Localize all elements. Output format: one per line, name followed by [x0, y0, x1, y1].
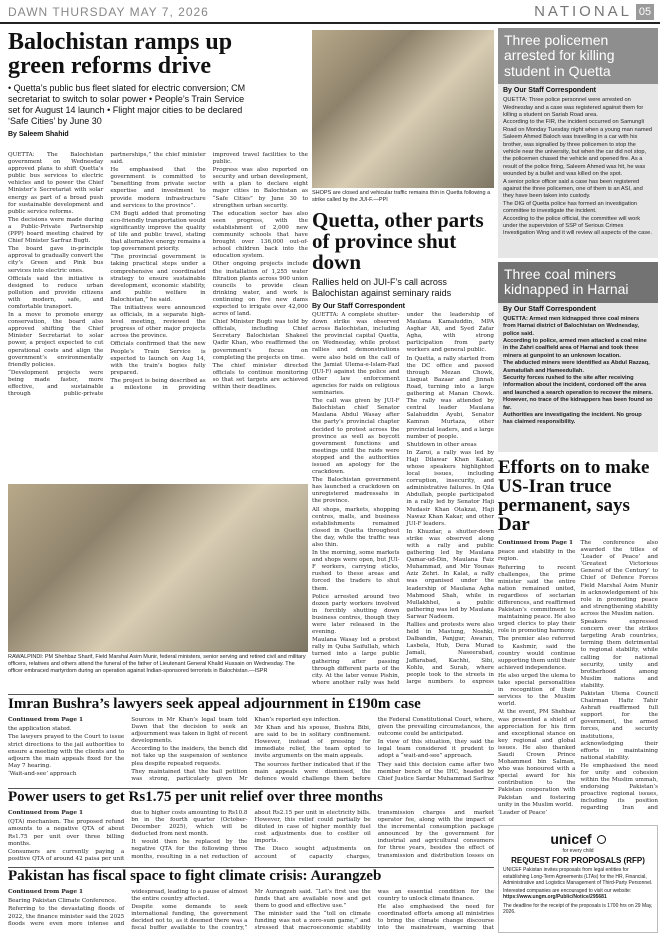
side2-paragraph: According to police, armed men attacked a coal mine in the Zahri coalfield area of Harnai and took three miners at gunpoint to an unknown location. — [503, 338, 647, 359]
side3-paragraph: He emphasised the need for unity and cohesion within the Muslim ummah, endorsing Pakistan’s proactive regional issues, including its position regarding Iran and — [580, 762, 658, 812]
story4-paragraph: Consumers are currently paying a positive QTA of around 42 paisa per unit due to higher costs amounting to Rs10.8 bn in the fourth quarter (October-December 2025), which will be deducted from next month. — [8, 810, 248, 862]
story1-paragraph: Other ongoing projects include the installation of 1,255 water filtration plants across 900 union councils to provide clean drinking water, and work is continuing on five new dams expected to irrigate over 42,000 acres of land. — [212, 261, 308, 318]
story2-paragraph: The call was given by JUI-F Balochistan chief Senator Maulana Abdul Wasay after the party’s provincial chapter decided to protest across the province as well as boycott government functions and meetings until the raids were stopped and the authorities issued an apology for the crackdown. — [312, 398, 400, 476]
story1-paragraph: “Development projects were being made faster, more effective, and sustainable through public-private partnerships,” the chief minister said. — [8, 152, 206, 398]
story1-paragraph: Officials confirmed that the new People’s Train Service is expected to launch on Aug 14, with the train’s bogies fully prepared. — [110, 341, 206, 376]
story1-paragraph: The initiatives were announced as officials, in a separate high-level meeting, reviewed the progress of other major projects across the province. — [110, 304, 206, 340]
story1-paragraph: The project is being described as a milestone in providing improved travel facilities to the public. — [110, 152, 308, 391]
divider — [8, 867, 494, 868]
side2-paragraph: Security forces rushed to the site after receiving information about the incident, cordoned off the area and launched a search operation to recover the miners. — [503, 375, 653, 396]
side1-paragraph: According to the FIR, the incident occurred on Samungli Road on Monday Tuesday night when a young man named Saleem Ahmed Baloch was travelling in a car with his brother, was signalled by three policemen to stop the vehicle near the university, but when the car did not stop, the policemen chased the vehicle and opened fire. As a result of the police firing, Saleem Ahmed was hit, he was wounded by a bullet and was killed on the spot. — [503, 119, 652, 178]
side3-header — [498, 458, 658, 538]
story1-header — [8, 30, 250, 150]
side3-paragraph: Speakers expressed concern over the strikes targeting Arab countries, terming them detrimental to regional stability, while calling for national security, unity and brotherhood among Muslim nations and stability. — [580, 619, 658, 689]
side2-headline: Three coal miners kidnapped in Harnai — [498, 262, 658, 303]
divider — [8, 694, 494, 695]
story4-paragraph: It would then be replaced by the negative QTA for the following three months, resulting in a net reduction of about Rs2.15 per unit in electricity bills. However, this relief could partially be diluted in case of higher monthly fuel cost adjustments due to costlier oil imports. — [131, 810, 371, 860]
story1-paragraph: The chief minister directed officials to continue monitoring so that set targets are achieved within their deadlines. — [212, 362, 308, 390]
story4-paragraph: The Disco sought adjustments on account of capacity charges, transmission charges and market operator fee, along with the impact of the incremental consumption package announced by the government for industrial and agricultural consumers for three years, besides the effect of transmission and distribution losses on — [254, 810, 494, 860]
story2-header — [312, 210, 494, 310]
story5-paragraph: He also emphasised the need for coordinated efforts among all ministries to bring the climate change discourse into the mainstream, warning that — [377, 904, 494, 932]
story4-body — [8, 810, 494, 866]
story3-header — [8, 697, 494, 715]
ad-deadline: The deadline for the receipt of the proposals is 1700 hrs on 29 May, 2026. — [503, 902, 653, 915]
story2-paragraph: QUETTA: A complete shutter-down strike was observed across Balochistan, including the provincial capital Quetta, on Wednesday, while protest rallies and demonstrations were also held on the call of the Jamiat Ulema-e-Islam-Fazl (JUI-F) against the police and other law enforcement agencies for raids on religious seminaries. — [312, 312, 400, 397]
ad-interest: Interested companies are encouraged to visit our website: — [503, 888, 632, 894]
story4-headline: Power users to get Rs1.75 per unit relief over three months — [8, 790, 383, 805]
story2-paragraph: Rallies and protests were also held in Mastung, Noshki, Dalbandin, Panjgur, Awaran, Lasbela, Hub, Dera Murad Jamali, Naseerabad, Jaffarabad, Kachhi, Sibi, Kohlu, and Surab, where people took to the streets in large numbers to express — [406, 622, 494, 685]
story4-continued: Continued from Page 1 — [8, 810, 84, 816]
story1-paragraph: Officials said the initiative is designed to reduce urban pollution and provide citizens with modern, safe, and comfortable transport. — [8, 275, 104, 310]
ad-title: REQUEST FOR PROPOSALS (RFP) — [511, 856, 645, 866]
side1-byline: By Our Staff Correspondent — [503, 87, 596, 95]
ad-link[interactable]: https://www.ungm.org/Public/Notice/295681 — [503, 894, 607, 901]
story2-paragraph: In Quetta, a rally started from the DC office and passed through Mezan Chowk, Liaquat Bazaar and Jinnah Road, turning into a large gathering at Manan Chowk. The rally was attended by central leader Maulana Salahuddin Ayubi, Senator Kamran Murtaza, other provincial leaders, and a large number of people. — [406, 355, 494, 440]
side3-paragraph: At the event, PM Shehbaz was presented a shield of appreciation for his firm and exceptional stance on key regional and global issues. He also thanked Saudi Crown Prince Mohammed bin Salman, who was honoured with a special award for his contribution to the Pakistan cooperation with Pakistan and fostering unity in the Muslim world. — [498, 709, 576, 808]
story5-header — [8, 869, 494, 887]
page-number: 05 — [636, 4, 654, 20]
side3-paragraph: Referring to recent challenges, the prime minister said the entire nation remained united, regardless of sectarian differences, and reaffirmed Pakistan’s commitment to maintaining peace. He also urged clerics to play their role in promoting harmony. — [498, 564, 576, 635]
section-name: NATIONAL — [534, 3, 632, 20]
strike-photo — [312, 30, 494, 188]
story1-paragraph: The decisions were made during a Public-Private Partnership (PPP) board meeting chaired by Chief Minister Sarfraz Bugti. — [8, 216, 104, 245]
story5-paragraph: Bearing Pakistan Climate Conference. — [8, 898, 117, 905]
unicef-ad — [498, 825, 658, 933]
side3-headline: Efforts on to make US-Iran truce permanent, says Dar — [498, 458, 650, 535]
story2-paragraph: Police arrested around two dozen party workers involved in forcibly shutting down business centres, though they were later released in the evening. — [312, 593, 400, 636]
story1-deck: • Quetta’s public bus fleet slated for electric conversion; CM secretariat to switch to solar power • People’s Train Service set for August 14 launch • Flight major cities to be declared ‘Safe Cities’ by June 30 — [8, 83, 246, 126]
story1-paragraph: The education sector has also seen progress, with the establishment of 2,000 new community schools that have brought over 136,000 out-of-school children back into the education system. — [212, 210, 308, 260]
story3-paragraph: They maintained that the bail petition was strong, particularly given Mr Khan’s reported eye infection. — [131, 717, 341, 782]
story3-paragraph: The lawyers prayed to the Court to issue strict directions to the jail authorities to ensure a meeting with the clients and to adjourn the main appeals fixed for the May 7 hearing. — [8, 734, 125, 769]
story5-headline: Pakistan has fiscal space to fight climate crisis: Aurangzeb — [8, 869, 382, 884]
story5-paragraph: Referring to the devastating floods of 2022, the finance minister said the 2025 floods were even more intense and widespread, leading to a pause of almost the entire country affected. — [8, 889, 248, 927]
story3-paragraph: Sources in Mr Khan’s legal team told Dawn that the decision to seek an adjournment was taken in light of recent developments. — [131, 717, 248, 745]
side2-paragraph: QUETTA: Armed men kidnapped three coal miners from Harnai district of Balochistan on Wednesday, police said. — [503, 315, 640, 337]
divider — [8, 788, 494, 789]
story2-paragraph: Maulana Wasay led a protest rally in Quba Saifullah, which turned into a large public gathering after passing through different parts of the city. At the later venue Pishin, where another rally was held under the leadership of Maulana Kamaluddin, MPA Asghar Ali, and Syed Zafar Agha, with strong participation from party workers and general public. — [312, 312, 494, 686]
story1-paragraph: “The provincial government is taking practical steps under a comprehensive and coordinated strategy to ensure sustainable development, economic stability, and public welfare in Balochistan,” he said. — [110, 254, 206, 303]
story1-paragraph: He emphasised that the government is committed to “benefiting from private sector expertise and investment to provide modern infrastructure and services to the province”. — [110, 167, 206, 209]
story3-paragraph: ‘Wait-and-see’ approach — [8, 770, 77, 777]
story3-paragraph: They said this decision came after two member bench of the IHC, headed by Chief Justice Sardar Muhammad Sarfraz — [377, 761, 494, 782]
side2-body — [498, 316, 658, 427]
story2-byline: By Our Staff Correspondent — [312, 302, 405, 310]
story5-paragraph: The minister said the “toll on climate funding was not a zero-sum game,” and stressed that macroeconomic stability was an essential condition for the country to unlock climate finance. — [254, 889, 494, 932]
side2-paragraph: However, no trace of the kidnappers has been found so far. — [503, 397, 653, 411]
side3-paragraph: Pakistan Ulema Council Chairman Hafiz Tahir Ashrafi reaffirmed full support for the government, the armed forces, and security institutions, acknowledging their efforts in maintaining national stability. — [580, 690, 658, 761]
story2-deck: Rallies held on JUI-F’s call across Balochistan against seminary raids — [312, 277, 452, 298]
story3-paragraph: According to the insiders, the bench did not take up the suspension of sentence plea despite repeated requests. — [131, 746, 248, 767]
story2-paragraph: In Khuzdar, a shutter-down strike was observed along with a rally and public gathering led by Maulana Qamar-ud-Din, Maulana Faiz Muhammad, and Mir Younas Aziz Zehri. In Kalat, a rally was organised under the leadership of Maulana Agha Mahmood Shah, while in Mullakhhel, a public gathering was led by Maulana Sarwar Nadeem. — [406, 528, 494, 620]
story3-body — [8, 717, 494, 787]
side2-paragraph: The abducted miners were identified as Abdul Razzaq, Asmatullah and Hameedullah. — [503, 360, 650, 374]
story5-paragraph: Despite some demands to seek international funding, the government decided not to, as it deemed there was a fiscal buffer available to the country,” Mr Aurangzeb said. “Let’s first use the funds that are available now and get them to good and effective use.” — [131, 889, 371, 932]
story1-paragraph: QUETTA: The Balochistan government on Wednesday approved plans to shift Quetta’s public bus services to electric vehicles and to power the Chief Minister’s Secretariat with solar energy as part of a broad push for sustainable development and public service reforms. — [8, 152, 104, 215]
story1-paragraph: CM Bugti added that promoting eco-friendly transportation would significantly improve the quality of life and public travel, stating that alternative energy remains a top government priority. — [110, 210, 206, 253]
side2-paragraph: Authorities are investigating the incident. No group has claimed responsibility. — [503, 412, 642, 426]
side1-paragraph: A senior police officer said a case has been registered against the three policemen, one of them is an ASI, and they have been taken into custody. — [503, 178, 643, 200]
side3-body — [498, 540, 658, 822]
story4-header — [8, 790, 494, 808]
story5-body — [8, 889, 494, 933]
funeral-photo — [8, 484, 308, 652]
side1-paragraph: QUETTA: Three police personnel were arrested on Wednesday and a case was registered against them for killing a student on Sariab Road area. — [503, 97, 644, 118]
story1-body — [8, 152, 308, 482]
side2-byline: By Our Staff Correspondent — [503, 305, 596, 313]
story2-paragraph: The Balochistan government has launched a crackdown on unregistered madressahs in the province. — [312, 477, 400, 505]
story2-paragraph: All shops, markets, shopping centres, malls, and business establishments remained closed in Quetta throughout the day, while the traffic was also thin. — [312, 506, 400, 548]
story3-continued: Continued from Page 1 — [8, 717, 84, 723]
story1-photo-caption: RAWALPINDI: PM Shehbaz Sharif, Field Marshal Asim Munir, federal ministers, senior serving and retired civil and military officers, relatives and others attend the funeral of the father of Lieutenant General Khalid Hussain on Wednesday. The officer embraced martyrdom during an operation against Indian-sponsored terrorists in Balochistan.—ISPR — [8, 654, 306, 674]
sidebar-policemen — [498, 28, 658, 258]
story2-paragraph: In Zaroi, a rally was led by Haji Dilawar Khan Kakar, whose speakers highlighted local issues, including corruption, insecurity, and administrative failures. In Qila Abdullah, people participated in a rally led by Senator Haji Mudasir Khan Otakzai, Haji Nawaz Khan Kakar, and other JUI-F leaders. — [406, 449, 494, 527]
story3-paragraph: Mr Khan and his spouse, Bushra Bibi, are said to be in solitary confinement. However, instead of pressing for immediate relief, the team opted to invite arguments on the main appeals. — [254, 725, 371, 760]
story1-paragraph: Chief Minister Bugti was told by officials, including Chief Secretary Balochistan Shakeel Qadir Khan, who reaffirmed the government’s focus on completing the projects on time. — [212, 319, 308, 361]
story5-continued: Continued from Page 1 — [8, 889, 84, 895]
story2-headline: Quetta, other parts of province shut down — [312, 210, 484, 274]
story1-headline: Balochistan ramps up green reforms drive — [8, 30, 233, 79]
side3-continued: Continued from Page 1 — [498, 540, 574, 546]
story3-paragraph: The sources further indicated that if the main appeals were dismissed, the defence would challenge them before the Federal Constitutional Court, where, given the prevailing circumstances, the outcome could be anticipated. — [254, 717, 494, 782]
masthead — [0, 0, 660, 24]
globe-child-icon — [597, 835, 606, 844]
side3-paragraph: The premier also referred to Kashmir, said the country would continue supporting them until their achieved independence. — [498, 636, 576, 671]
story1-paragraph: The board gave in-principle approval to gradually convert the city’s Green and Pink bus services into electric ones. — [8, 246, 104, 274]
unicef-logo: unicef — [503, 829, 653, 848]
masthead-date: DAWN THURSDAY MAY 7, 2026 — [8, 5, 209, 19]
ad-tagline: for every child — [562, 848, 594, 854]
story3-paragraph: In view of this situation, they said the legal team considered it prudent to adopt a “wait-and-see” approach. — [377, 739, 494, 760]
ad-body: UNICEF Pakistan invites proposals from legal entities for establishing Long-Term Agreements (LTAs) for the HR, Financial, Administrative and Logistics Management of Third-Party Personnel. — [503, 867, 653, 886]
story4-paragraph: (QTA) mechanism. The proposed refund amounts to a negative QTA of about Rs1.75 per unit over three billing months. — [8, 819, 125, 847]
side3-paragraph: peace and stability in the region. — [498, 549, 576, 563]
sidebar-miners — [498, 262, 658, 452]
side1-paragraph: According to the police official, the committee will work under the supervision of SSP of Serious Crimes Investigation Wing and it will review all aspects of the case. — [503, 215, 652, 237]
story1-paragraph: Progress was also reported on security and urban development, with a plan to declare eight major cities in Balochistan as “Safe Cities” by June 30 to strengthen urban security. — [212, 167, 308, 209]
side1-body — [498, 97, 658, 238]
story1-paragraph: In a move to promote energy conservation, the board also approved shifting the Chief Minister Secretariat to solar power, a project expected to cut operational costs and align the government’s environmentally friendly policies. — [8, 312, 104, 368]
story3-paragraph: the application stated. — [8, 726, 72, 733]
side3-paragraph: He also urged the ulema to take special personalities in recognition of their services to the Muslim world. — [498, 672, 576, 708]
story3-headline: Imran Bushra’s lawyers seek appeal adjournment in £190m case — [8, 697, 421, 712]
side3-paragraph: ‘Leader of Peace’ — [498, 809, 548, 816]
side1-headline: Three policemen arrested for killing student in Quetta — [498, 28, 658, 84]
story1-byline: By Saleem Shahid — [8, 130, 69, 138]
side3-paragraph: The conference also awarded the titles of ‘Leader of Peace’ and ‘Greatest Victorious General of the Century’ to Chief of Defence Forces Field Marshal Asim Munir in acknowledgement of his role in promoting peace and strengthening stability across the Muslim nation. — [580, 540, 658, 617]
story2-paragraph: Shutdown in other areas — [406, 441, 477, 448]
side1-paragraph: The DIG of Quetta police has formed an investigation committee to investigate the incident. — [503, 200, 638, 215]
story2-photo-caption: SHOPS are closed and vehicular traffic remains thin in Quetta following a strike called by the JUI-F.—PPI — [312, 190, 491, 203]
story2-body — [312, 312, 494, 692]
story2-paragraph: In the morning, some markets and shops were open, but JUI-F workers, carrying sticks, rushed to these areas and forced the traders to shut them. — [312, 550, 400, 592]
